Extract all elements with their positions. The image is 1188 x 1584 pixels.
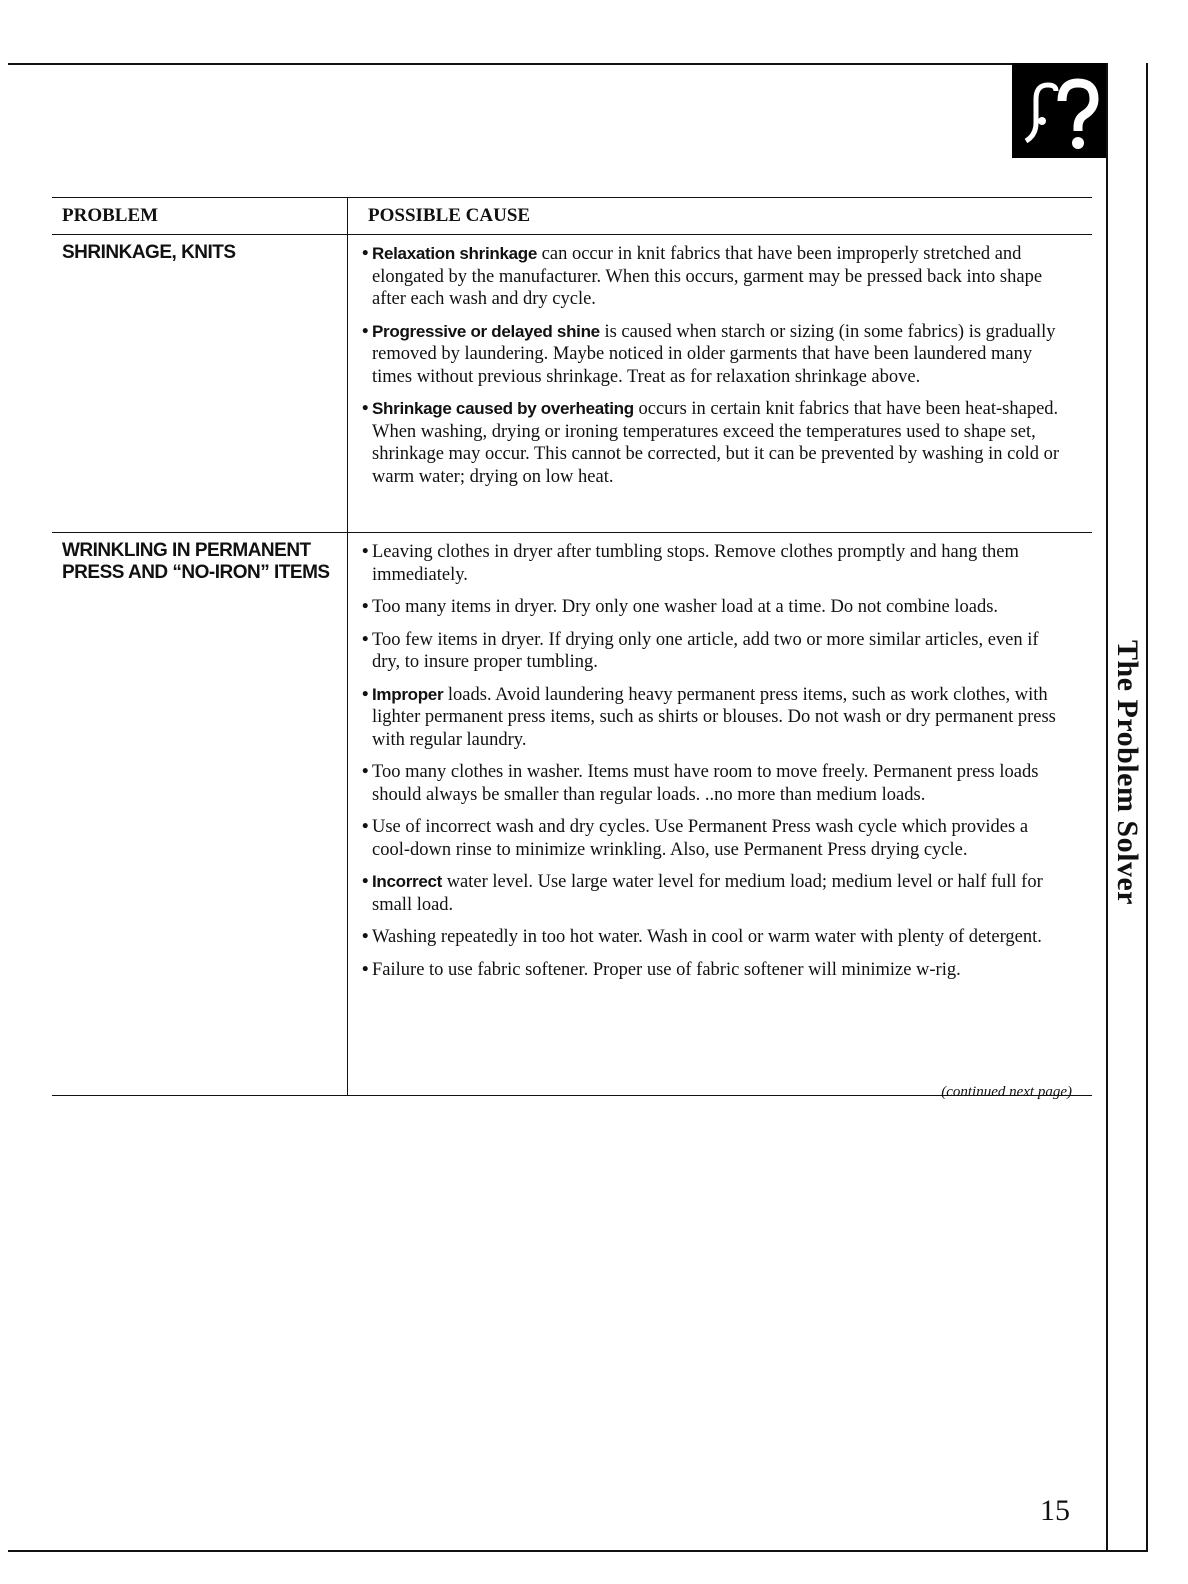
list-item: • Incorrect water level. Use large water level for medium load; medium level or half full for small load. xyxy=(362,872,1043,915)
question-mark-icon xyxy=(1012,63,1106,158)
list-item: • Leaving clothes in dryer after tumbling stops. Remove clothes promptly and hang them immediately. xyxy=(362,542,1019,585)
cause-text: Use of incorrect wash and dry cycles. Use Permanent Press wash cycle which provides a cool-down rinse to minimize wrinkling. Also, use Permanent Press drying cycle. xyxy=(372,817,1029,860)
cause-cell xyxy=(348,533,1093,1096)
cause-text: can occur in knit fabrics that have been improperly stretched and elongated by the manufacturer. When this occurs, garment may be pressed back into shape after each wash and dry cycle. xyxy=(372,244,1043,309)
cause-bold: Progressive or delayed shine xyxy=(372,321,600,341)
cause-text: Too few items in dryer. If drying only one article, add two or more similar articles, even if dry, to insure proper tumbling. xyxy=(372,629,1039,672)
cause-text: is caused when starch or sizing (in some fabrics) is gradually removed by laundering. Maybe noticed in older garments that have been laundered many times without previous shrinkage. Treat as for relaxation shrinkage above. xyxy=(372,321,1056,387)
table-row xyxy=(52,235,1092,533)
cause-text: occurs in certain knit fabrics that have been heat-shaped. When washing, drying or ironing temperatures exceed the temperatures used to shape set, shrinkage may occur. This cannot be corrected, but it can be prevented by washing in cold or warm water; drying on low heat. xyxy=(372,399,1060,487)
continued-note: (continued next page) xyxy=(941,1084,1072,1100)
list-item: • Improper loads. Avoid laundering heavy permanent press items, such as work clothes, with lighter permanent press items, such as shirts or blouses. Do not wash or dry permanent press with regular laundry. xyxy=(362,684,1056,750)
right-rule-outer xyxy=(1146,63,1148,1551)
column-header-cause: POSSIBLE CAUSE xyxy=(348,198,1093,235)
problem-solver-table xyxy=(52,197,1092,1096)
page-number: 15 xyxy=(1040,1494,1070,1527)
list-item: • Too few items in dryer. If drying only one article, add two or more similar articles, even if dry, to insure proper tumbling. xyxy=(362,629,1039,672)
cause-bold: Shrinkage caused by overheating xyxy=(372,399,634,418)
top-rule xyxy=(8,63,1106,65)
problem-cell: SHRINKAGE, KNITS xyxy=(52,235,348,533)
column-header-problem: PROBLEM xyxy=(52,198,348,235)
cause-text: Washing repeatedly in too hot water. Wash in cool or warm water with plenty of detergent. xyxy=(372,927,1042,947)
list-item: • Relaxation shrinkage can occur in knit fabrics that have been improperly stretched and elongated by the manufacturer. When this occurs, garment may be pressed back into shape after each wash and dry cycle. xyxy=(362,244,1043,309)
side-section-title xyxy=(1108,640,1146,980)
list-item: • Use of incorrect wash and dry cycles. Use Permanent Press wash cycle which provides a cool-down rinse to minimize wrinkling. Also, use Permanent Press drying cycle. xyxy=(362,817,1029,860)
cause-bold: Relaxation shrinkage xyxy=(372,244,538,263)
bottom-rule xyxy=(8,1550,1148,1552)
cause-cell xyxy=(348,235,1093,533)
problem-cell: WRINKLING IN PERMANENT PRESS AND “NO-IRON” ITEMS xyxy=(52,533,348,1096)
list-item: • Washing repeatedly in too hot water. Wash in cool or warm water with plenty of detergent. xyxy=(362,927,1042,947)
cause-text: Leaving clothes in dryer after tumbling stops. Remove clothes promptly and hang them immediately. xyxy=(372,542,1019,585)
table-row xyxy=(52,533,1092,1096)
side-title-text: The Problem Solver xyxy=(1111,640,1144,906)
list-item: • Too many clothes in washer. Items must have room to move freely. Permanent press loads should always be smaller than regular loads. ..no more than medium loads. xyxy=(362,762,1039,805)
cause-text: Too many clothes in washer. Items must have room to move freely. Permanent press loads should always be smaller than regular loads. ..no more than medium loads. xyxy=(372,762,1039,805)
list-item: • Failure to use fabric softener. Proper use of fabric softener will minimize w-rig. xyxy=(362,959,961,980)
cause-bold: Incorrect xyxy=(372,872,443,891)
cause-bold: Improper xyxy=(372,684,444,704)
cause-text: Failure to use fabric softener. Proper use of fabric softener will minimize w-rig. xyxy=(372,959,961,980)
list-item: • Too many items in dryer. Dry only one washer load at a time. Do not combine loads. xyxy=(362,597,999,617)
list-item: • Shrinkage caused by overheating occurs in certain knit fabrics that have been heat-shaped. When washing, drying or ironing temperatures exceed the temperatures used to shape set, shrinkage may occur. This cannot be corrected, but it can be prevented by washing in cold or warm water; drying on low heat. xyxy=(362,399,1060,487)
cause-text: water level. Use large water level for medium load; medium level or half full for small load. xyxy=(372,872,1043,915)
cause-text: Too many items in dryer. Dry only one washer load at a time. Do not combine loads. xyxy=(372,597,999,617)
list-item: • Progressive or delayed shine is caused when starch or sizing (in some fabrics) is gradually removed by laundering. Maybe noticed in older garments that have been laundered many times without previous shrinkage. Treat as for relaxation shrinkage above. xyxy=(362,321,1056,387)
cause-text: loads. Avoid laundering heavy permanent press items, such as work clothes, with lighter permanent press items, such as shirts or blouses. Do not wash or dry permanent press with regular laundry. xyxy=(372,684,1056,750)
